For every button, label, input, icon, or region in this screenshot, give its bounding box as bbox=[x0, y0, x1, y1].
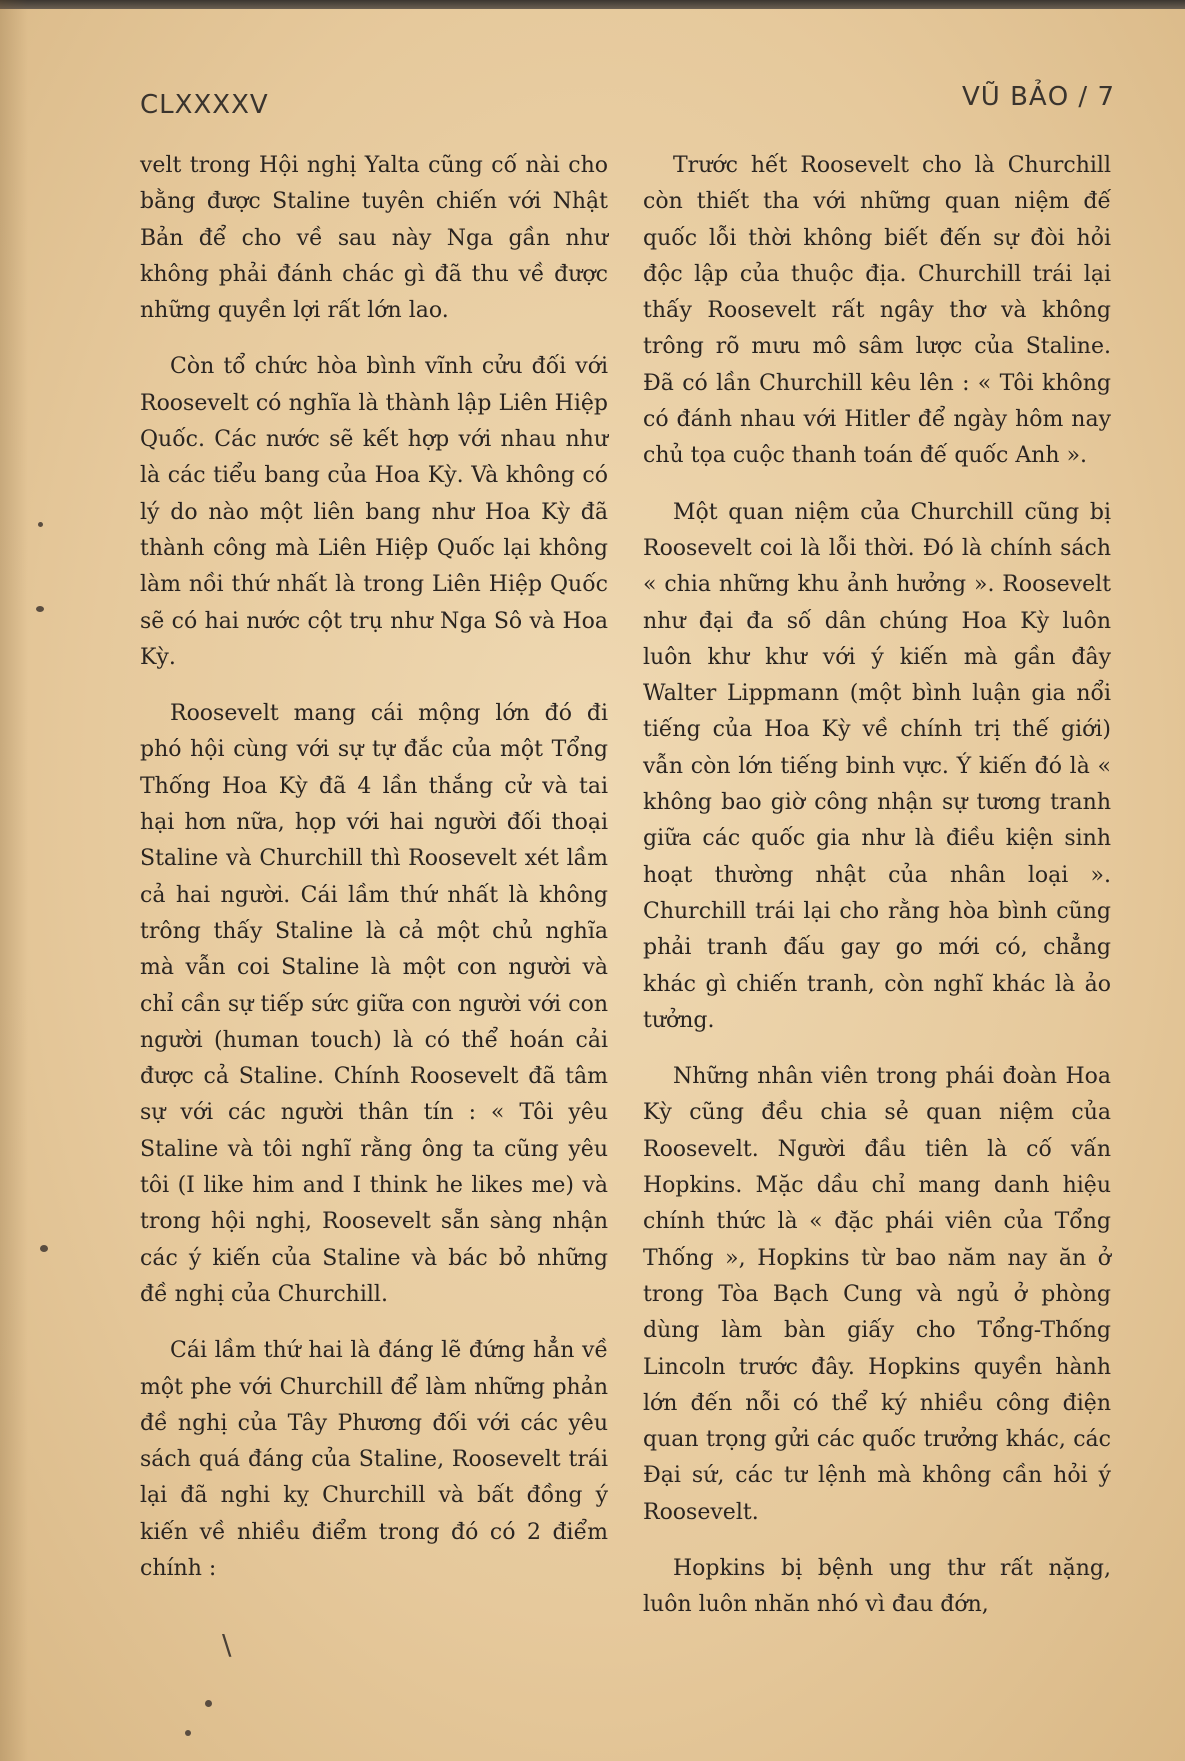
pencil-stroke-mark: \ bbox=[222, 1628, 232, 1661]
page-header-left: CLXXXXV bbox=[140, 90, 269, 120]
page-header-right: VŨ BẢO / 7 bbox=[962, 82, 1115, 112]
paragraph: velt trong Hội nghị Yalta cũng cố nài cho bằng được Staline tuyên chiến với Nhật Bản để cho về sau này Nga gần như không phải đánh chác gì đã thu về được những quyền lợi rất lớn lao. bbox=[140, 153, 608, 324]
paragraph: Những nhân viên trong phái đoàn Hoa Kỳ cũng đều chia sẻ quan niệm của Roosevelt. Người đầu tiên là cố vấn Hopkins. Mặc dầu chỉ mang danh hiệu chính thức là « đặc phái viên của Tổng Thống », Hopkins từ bao năm nay ăn ở trong Tòa Bạch Cung và ngủ ở phòng dùng làm bàn giấy cho Tổng-Thống Lincoln trước đây. Hopkins quyền hành lớn đến nỗi có thể ký nhiều công điện quan trọng gửi các quốc trưởng khác, các Đại sứ, các tư lệnh mà không cần hỏi ý Roosevelt. bbox=[643, 1064, 1111, 1525]
ink-speck bbox=[185, 1730, 191, 1736]
paragraph: Hopkins bị bệnh ung thư rất nặng, luôn luôn nhăn nhó vì đau đớn, bbox=[643, 1555, 1111, 1618]
ink-speck bbox=[36, 606, 44, 612]
right-column bbox=[643, 148, 1111, 1644]
ink-speck bbox=[40, 1245, 48, 1252]
paragraph: Trước hết Roosevelt cho là Churchill còn thiết tha với những quan niệm đế quốc lỗi thời không biết đến sự đòi hỏi độc lập của thuộc địa. Churchill trái lại thấy Roosevelt rất ngây thơ và không trông rõ mưu mô sâm lược của Staline. Đã có lần Churchill kêu lên : « Tôi không có đánh nhau với Hitler để ngày hôm nay chủ tọa cuộc thanh toán đế quốc Anh ». bbox=[643, 153, 1111, 469]
paragraph: Còn tổ chức hòa bình vĩnh cửu đối với Roosevelt có nghĩa là thành lập Liên Hiệp Quốc. Các nước sẽ kết hợp với nhau như là các tiểu bang của Hoa Kỳ. Và không có lý do nào một liên bang như Hoa Kỳ đã thành công mà Liên Hiệp Quốc lại không làm nồi thứ nhất là trong Liên Hiệp Quốc sẽ có hai nước cột trụ như Nga Sô và Hoa Kỳ. bbox=[140, 354, 608, 670]
left-column bbox=[140, 148, 608, 1607]
paragraph: Roosevelt mang cái mộng lớn đó đi phó hội cùng với sự tự đắc của một Tổng Thống Hoa Kỳ đã 4 lần thắng cử và tai hại hơn nữa, họp với hai người đối thoại Staline và Churchill thì Roosevelt xét lầm cả hai người. Cái lầm thứ nhất là không trông thấy Staline là cả một chủ nghĩa mà vẫn coi Staline là một con người và chỉ cần sự tiếp sức giữa con người với con người (human touch) là có thể hoán cải được cả Staline. Chính Roosevelt đã tâm sự với các người thân tín : « Tôi yêu Staline và tôi nghĩ rằng ông ta cũng yêu tôi (I like him and I think he likes me) và trong hội nghị, Roosevelt sẵn sàng nhận các ý kiến của Staline và bác bỏ những đề nghị của Churchill. bbox=[140, 701, 608, 1307]
top-edge-rule bbox=[0, 0, 1185, 9]
binding-shadow bbox=[0, 0, 28, 1761]
ink-speck bbox=[205, 1700, 212, 1707]
paragraph: Cái lầm thứ hai là đáng lẽ đứng hẳn về một phe với Churchill để làm những phản đề nghị của Tây Phương đối với các yêu sách quá đáng của Staline, Roosevelt trái lại đã nghi kỵ Churchill và bất đồng ý kiến về nhiều điểm trong đó có 2 điểm chính : bbox=[140, 1338, 608, 1581]
ink-speck bbox=[38, 522, 43, 527]
paragraph: Một quan niệm của Churchill cũng bị Roosevelt coi là lỗi thời. Đó là chính sách « chia những khu ảnh hưởng ». Roosevelt như đại đa số dân chúng Hoa Kỳ luôn luôn khư khư với ý kiến mà gần đây Walter Lippmann (một bình luận gia nổi tiếng của Hoa Kỳ về chính trị thế giới) vẫn còn lớn tiếng binh vực. Ý kiến đó là « không bao giờ công nhận sự tương tranh giữa các quốc gia như là điều kiện sinh hoạt thường nhật của nhân loại ». Churchill trái lại cho rằng hòa bình cũng phải tranh đấu gay go mới có, chẳng khác gì chiến tranh, còn nghĩ khác là ảo tưởng. bbox=[643, 499, 1111, 1033]
